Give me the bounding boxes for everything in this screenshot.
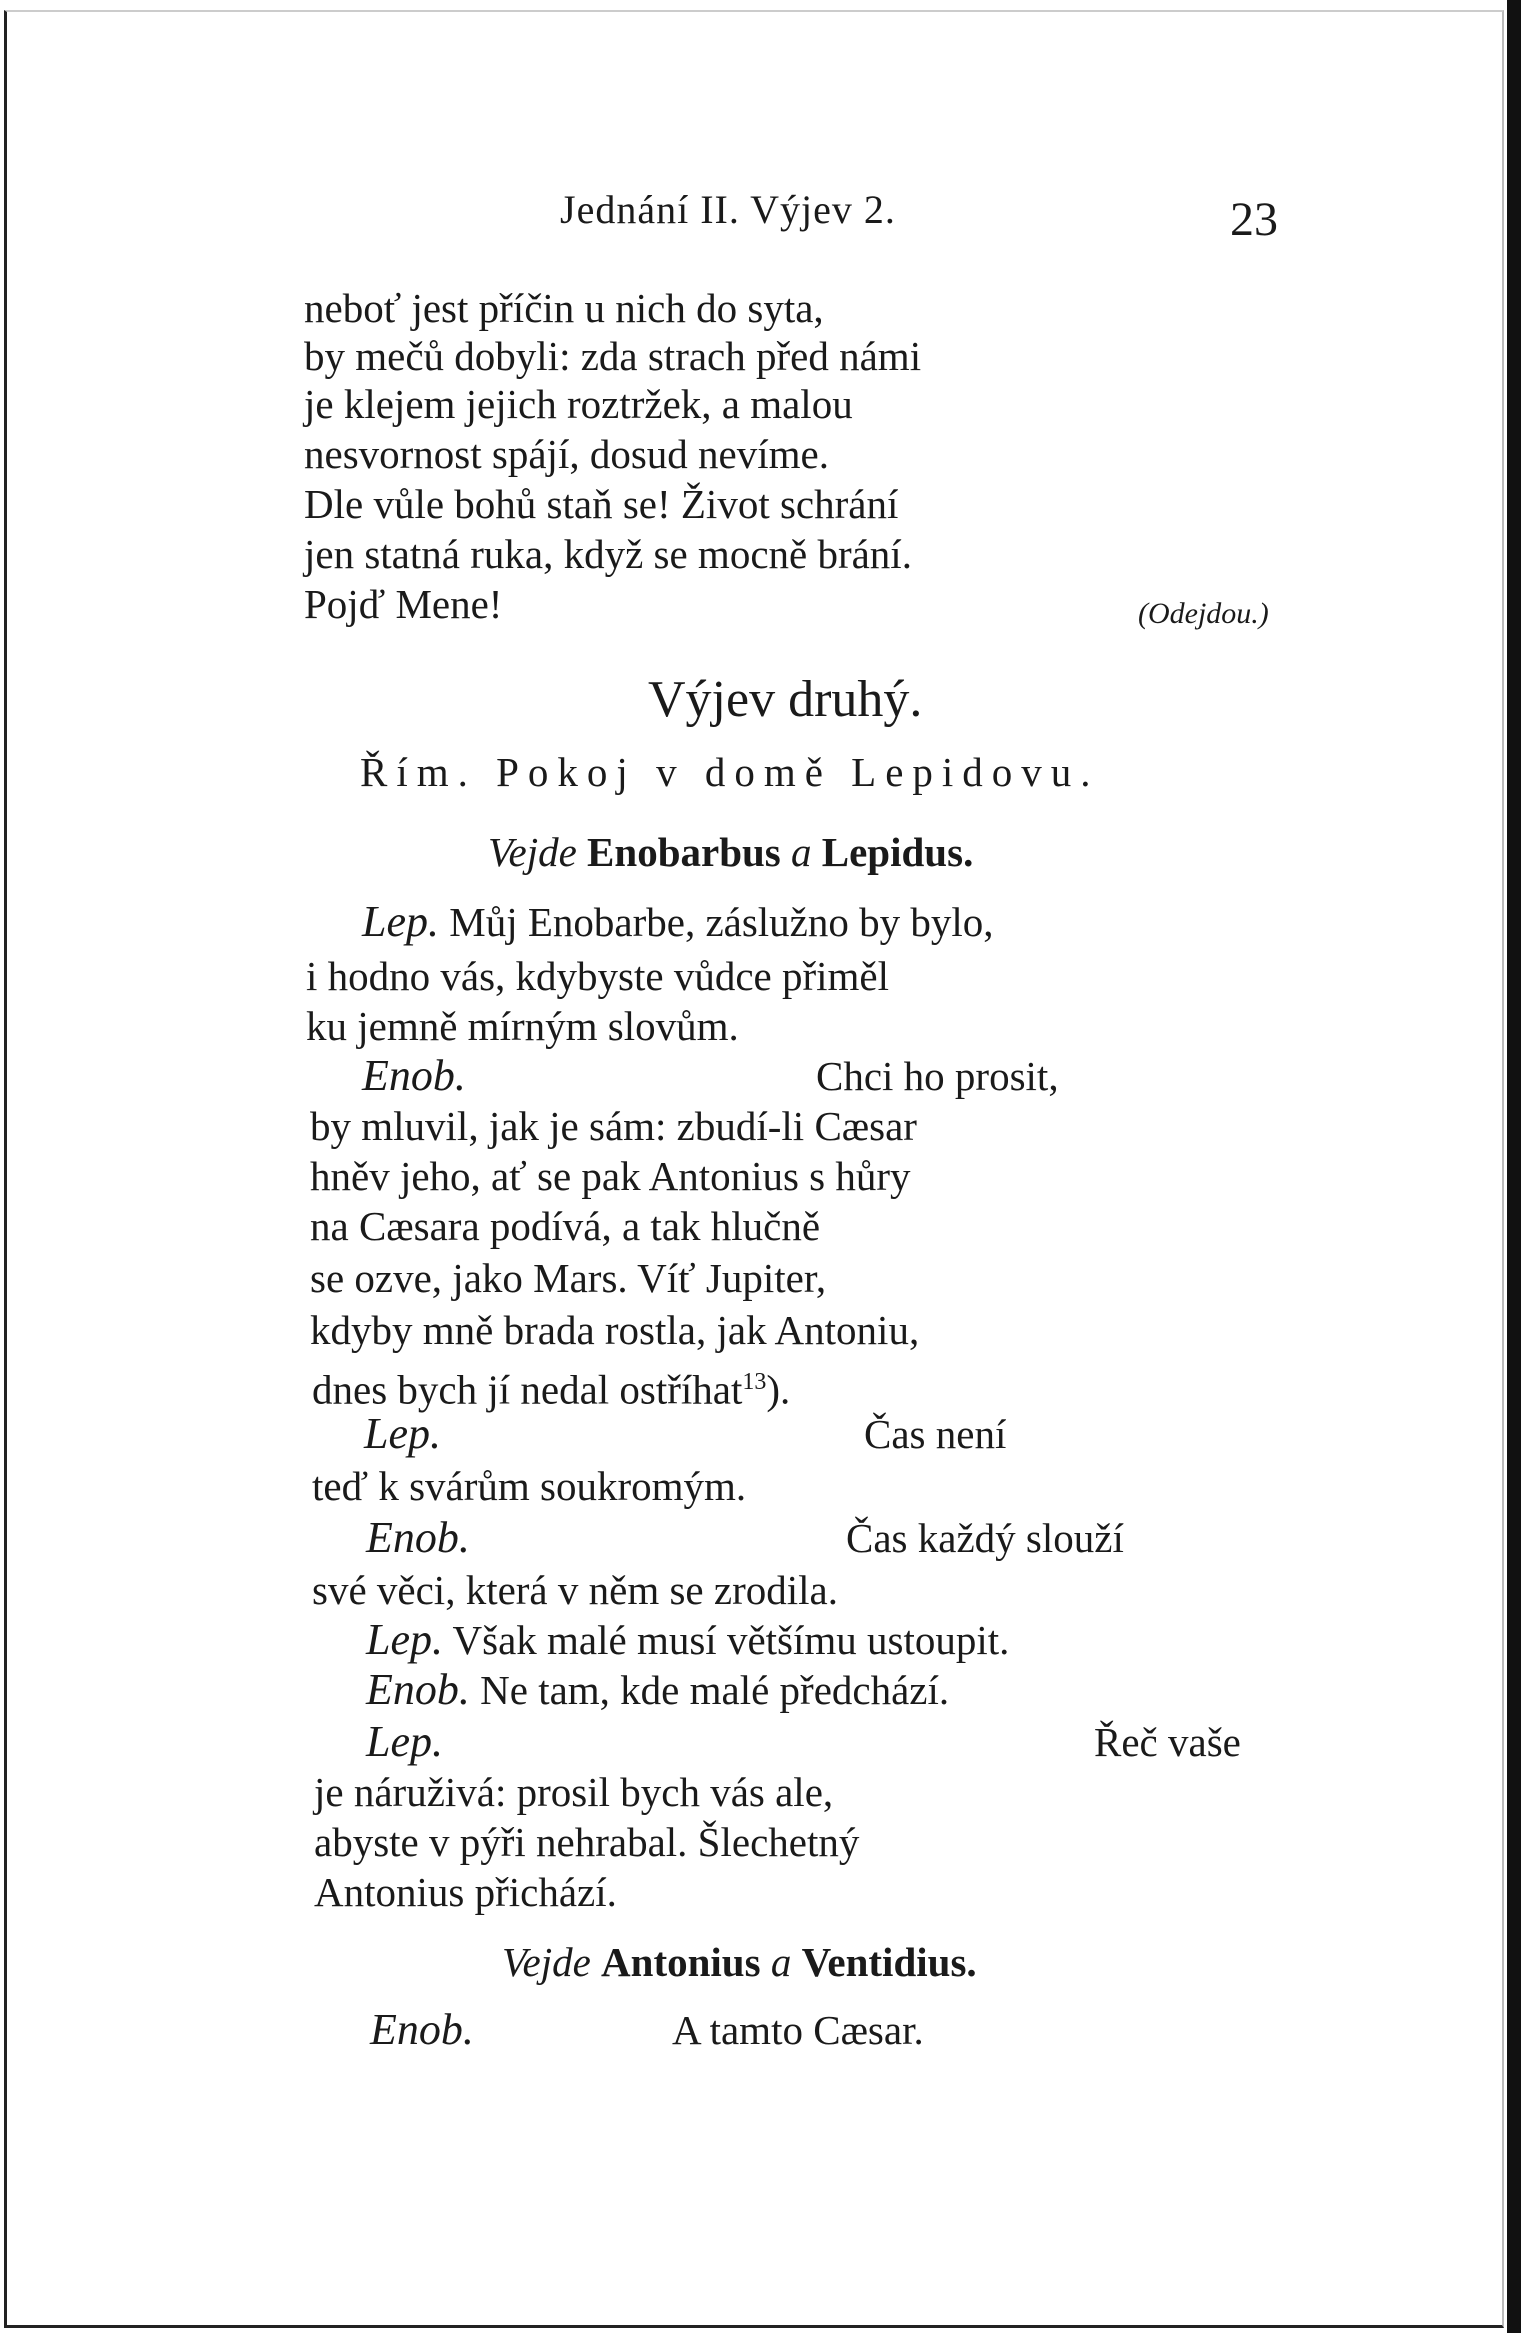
speech-line: na Cæsara podívá, a tak hlučně: [310, 1203, 821, 1249]
speech-line: [312, 1358, 790, 1414]
entrance-direction: [488, 828, 973, 876]
verse-line: Dle vůle bohů staň se! Život schrání: [304, 481, 899, 527]
speaker-label: Lep.: [364, 1409, 441, 1458]
verse-line: Pojď Mene!: [304, 581, 503, 627]
speech-line: kdyby mně brada rostla, jak Antoniu,: [310, 1307, 920, 1353]
entrance-name: Antonius: [601, 1939, 761, 1985]
speech-text: Chci ho prosit,: [816, 1053, 1059, 1099]
running-title: Jednání II. Výjev 2.: [560, 187, 896, 232]
verse-line: je klejem jejich roztržek, a malou: [304, 381, 853, 427]
page-edge: [1507, 0, 1521, 2333]
verse-line: jen statná ruka, když se mocně brání.: [304, 531, 912, 577]
speaker-label: Lep.: [366, 1717, 443, 1766]
speech-text: ).: [766, 1366, 791, 1413]
entrance-conjunction: a: [791, 829, 812, 875]
speech-text: Čas není: [864, 1411, 1007, 1457]
entrance-direction: [502, 1938, 977, 1986]
speech-line: [362, 898, 994, 946]
speaker-label: Enob.: [362, 1051, 466, 1100]
speech-text: Však malé musí většímu ustoupit.: [452, 1617, 1010, 1663]
speaker-label: Enob.: [366, 1513, 470, 1562]
speech-line: teď k svárům soukromým.: [312, 1463, 747, 1509]
scene-place: Řím. Pokoj v domě Lepidovu.: [360, 749, 1100, 795]
verse-line: nesvornost spájí, dosud nevíme.: [304, 431, 829, 477]
speech-line: [366, 1616, 1009, 1664]
speech-text: Čas každý slouží: [846, 1515, 1124, 1561]
entrance-name: Ventidius.: [801, 1939, 977, 1985]
speech-text: Ne tam, kde malé předchází.: [480, 1667, 950, 1713]
footnote-marker: 13: [742, 1369, 767, 1395]
stage-direction-exit: (Odejdou.): [1138, 597, 1269, 630]
speech-line: i hodno vás, kdybyste vůdce přiměl: [306, 953, 890, 999]
speech-line: se ozve, jako Mars. Víť Jupiter,: [310, 1255, 827, 1301]
speech-line: by mluvil, jak je sám: zbudí-li Cæsar: [310, 1103, 917, 1149]
speaker-label: Enob.: [366, 1665, 470, 1714]
speech-line: Antonius přichází.: [314, 1869, 617, 1915]
speech-line: abyste v pýři nehrabal. Šlechetný: [314, 1819, 860, 1865]
entrance-verb: Vejde: [488, 829, 577, 875]
speech-text: A tamto Cæsar.: [672, 2007, 924, 2053]
entrance-verb: Vejde: [502, 1939, 591, 1985]
scene-title: Výjev druhý.: [648, 671, 923, 728]
speaker-label: Lep.: [362, 897, 439, 946]
verse-line: by mečů dobyli: zda strach před námi: [304, 333, 922, 379]
entrance-name: Lepidus.: [821, 829, 974, 875]
speech-text: Řeč vaše: [1094, 1719, 1241, 1765]
page-number: 23: [1230, 193, 1278, 246]
entrance-name: Enobarbus: [587, 829, 781, 875]
speech-text: Můj Enobarbe, záslužno by bylo,: [449, 899, 994, 945]
speech-text: dnes bych jí nedal ostříhat: [312, 1366, 743, 1413]
speech-line: ku jemně mírným slovům.: [306, 1003, 739, 1049]
speech-line: je náruživá: prosil bych vás ale,: [314, 1769, 834, 1815]
speech-line: své věci, která v něm se zrodila.: [312, 1567, 838, 1613]
speaker-label: Enob.: [370, 2005, 474, 2054]
verse-line: neboť jest příčin u nich do syta,: [304, 285, 824, 331]
entrance-conjunction: a: [770, 1939, 792, 1985]
speech-line: [366, 1666, 949, 1714]
speech-line: hněv jeho, ať se pak Antonius s hůry: [310, 1153, 911, 1199]
speaker-label: Lep.: [366, 1615, 443, 1664]
